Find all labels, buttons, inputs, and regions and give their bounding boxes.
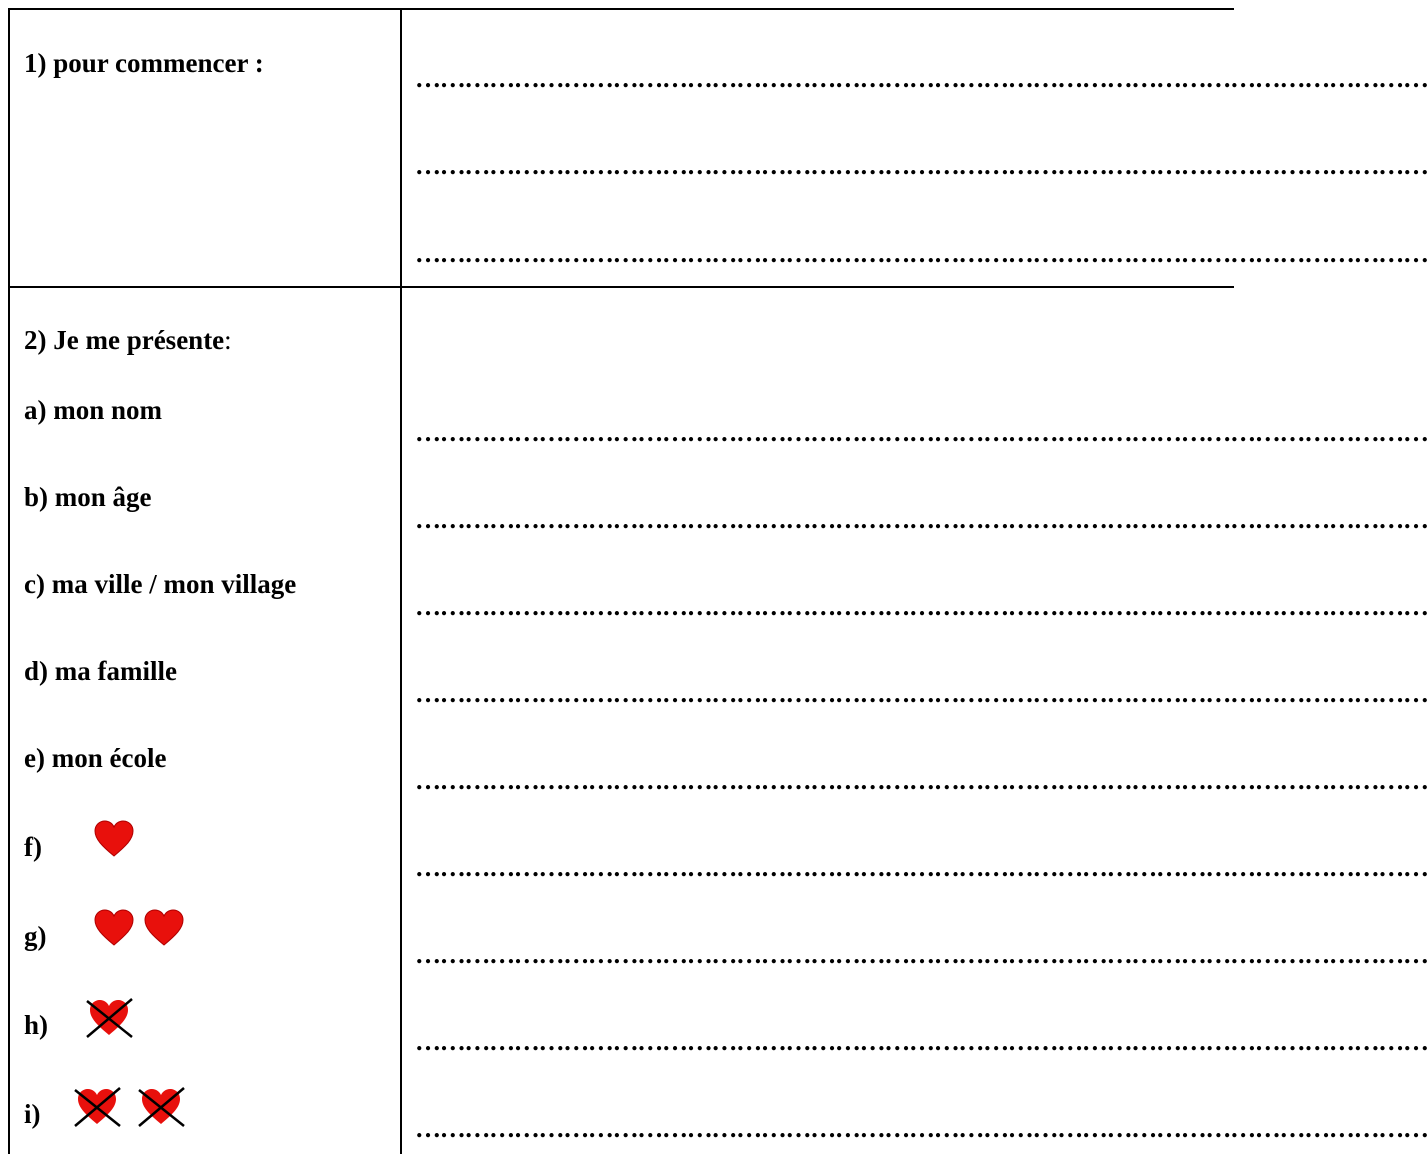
crossed-heart-icon: [134, 1086, 188, 1124]
answer-line[interactable]: ……………………………………………………………………………………………………………: [415, 679, 1428, 708]
icons-f: [94, 820, 144, 858]
answer-line[interactable]: ……………………………………………………………………………………………………………: [415, 592, 1428, 621]
answer-line[interactable]: ……………………………………………………………………………………………………………: [415, 766, 1428, 795]
answer-line[interactable]: ……………………………………………………………………………………………………………: [415, 418, 1428, 447]
section-2-title-text: 2) Je me présente: [24, 325, 225, 355]
column-divider: [400, 8, 402, 1154]
icons-i: [70, 1086, 198, 1124]
answer-line[interactable]: ……………………………………………………………………………………………………………: [415, 151, 1428, 180]
item-label-f: f): [24, 832, 42, 862]
item-label-i: i): [24, 1099, 41, 1129]
section-1-title: 1) pour commencer :: [24, 48, 264, 78]
answer-line[interactable]: ……………………………………………………………………………………………………………: [415, 853, 1428, 882]
heart-icon: [144, 909, 184, 947]
item-label-b: b) mon âge: [24, 482, 152, 512]
heart-icon: [94, 909, 134, 947]
table-border-left: [8, 8, 10, 1154]
row-divider: [8, 286, 1234, 288]
icons-h: [84, 997, 134, 1035]
crossed-heart-icon: [70, 1086, 124, 1124]
item-label-d: d) ma famille: [24, 656, 177, 686]
item-label-e: e) mon école: [24, 743, 167, 773]
section-2-title: [24, 325, 232, 355]
item-label-h: h): [24, 1010, 49, 1040]
table-border-top: [8, 8, 1234, 10]
section-2-title-colon: :: [224, 325, 232, 355]
heart-icon: [94, 820, 134, 858]
answer-line[interactable]: ……………………………………………………………………………………………………………: [415, 64, 1428, 93]
item-label-c: c) ma ville / mon village: [24, 569, 297, 599]
answer-line[interactable]: ……………………………………………………………………………………………………………: [415, 1114, 1428, 1143]
answer-line[interactable]: ……………………………………………………………………………………………………………: [415, 940, 1428, 969]
item-label-g: g): [24, 921, 47, 951]
crossed-heart-icon: [84, 997, 124, 1035]
icons-g: [94, 909, 194, 947]
answer-line[interactable]: ……………………………………………………………………………………………………………: [415, 505, 1428, 534]
item-label-a: a) mon nom: [24, 395, 163, 425]
answer-line[interactable]: ……………………………………………………………………………………………………………: [415, 239, 1428, 268]
answer-line[interactable]: ……………………………………………………………………………………………………………: [415, 1027, 1428, 1056]
